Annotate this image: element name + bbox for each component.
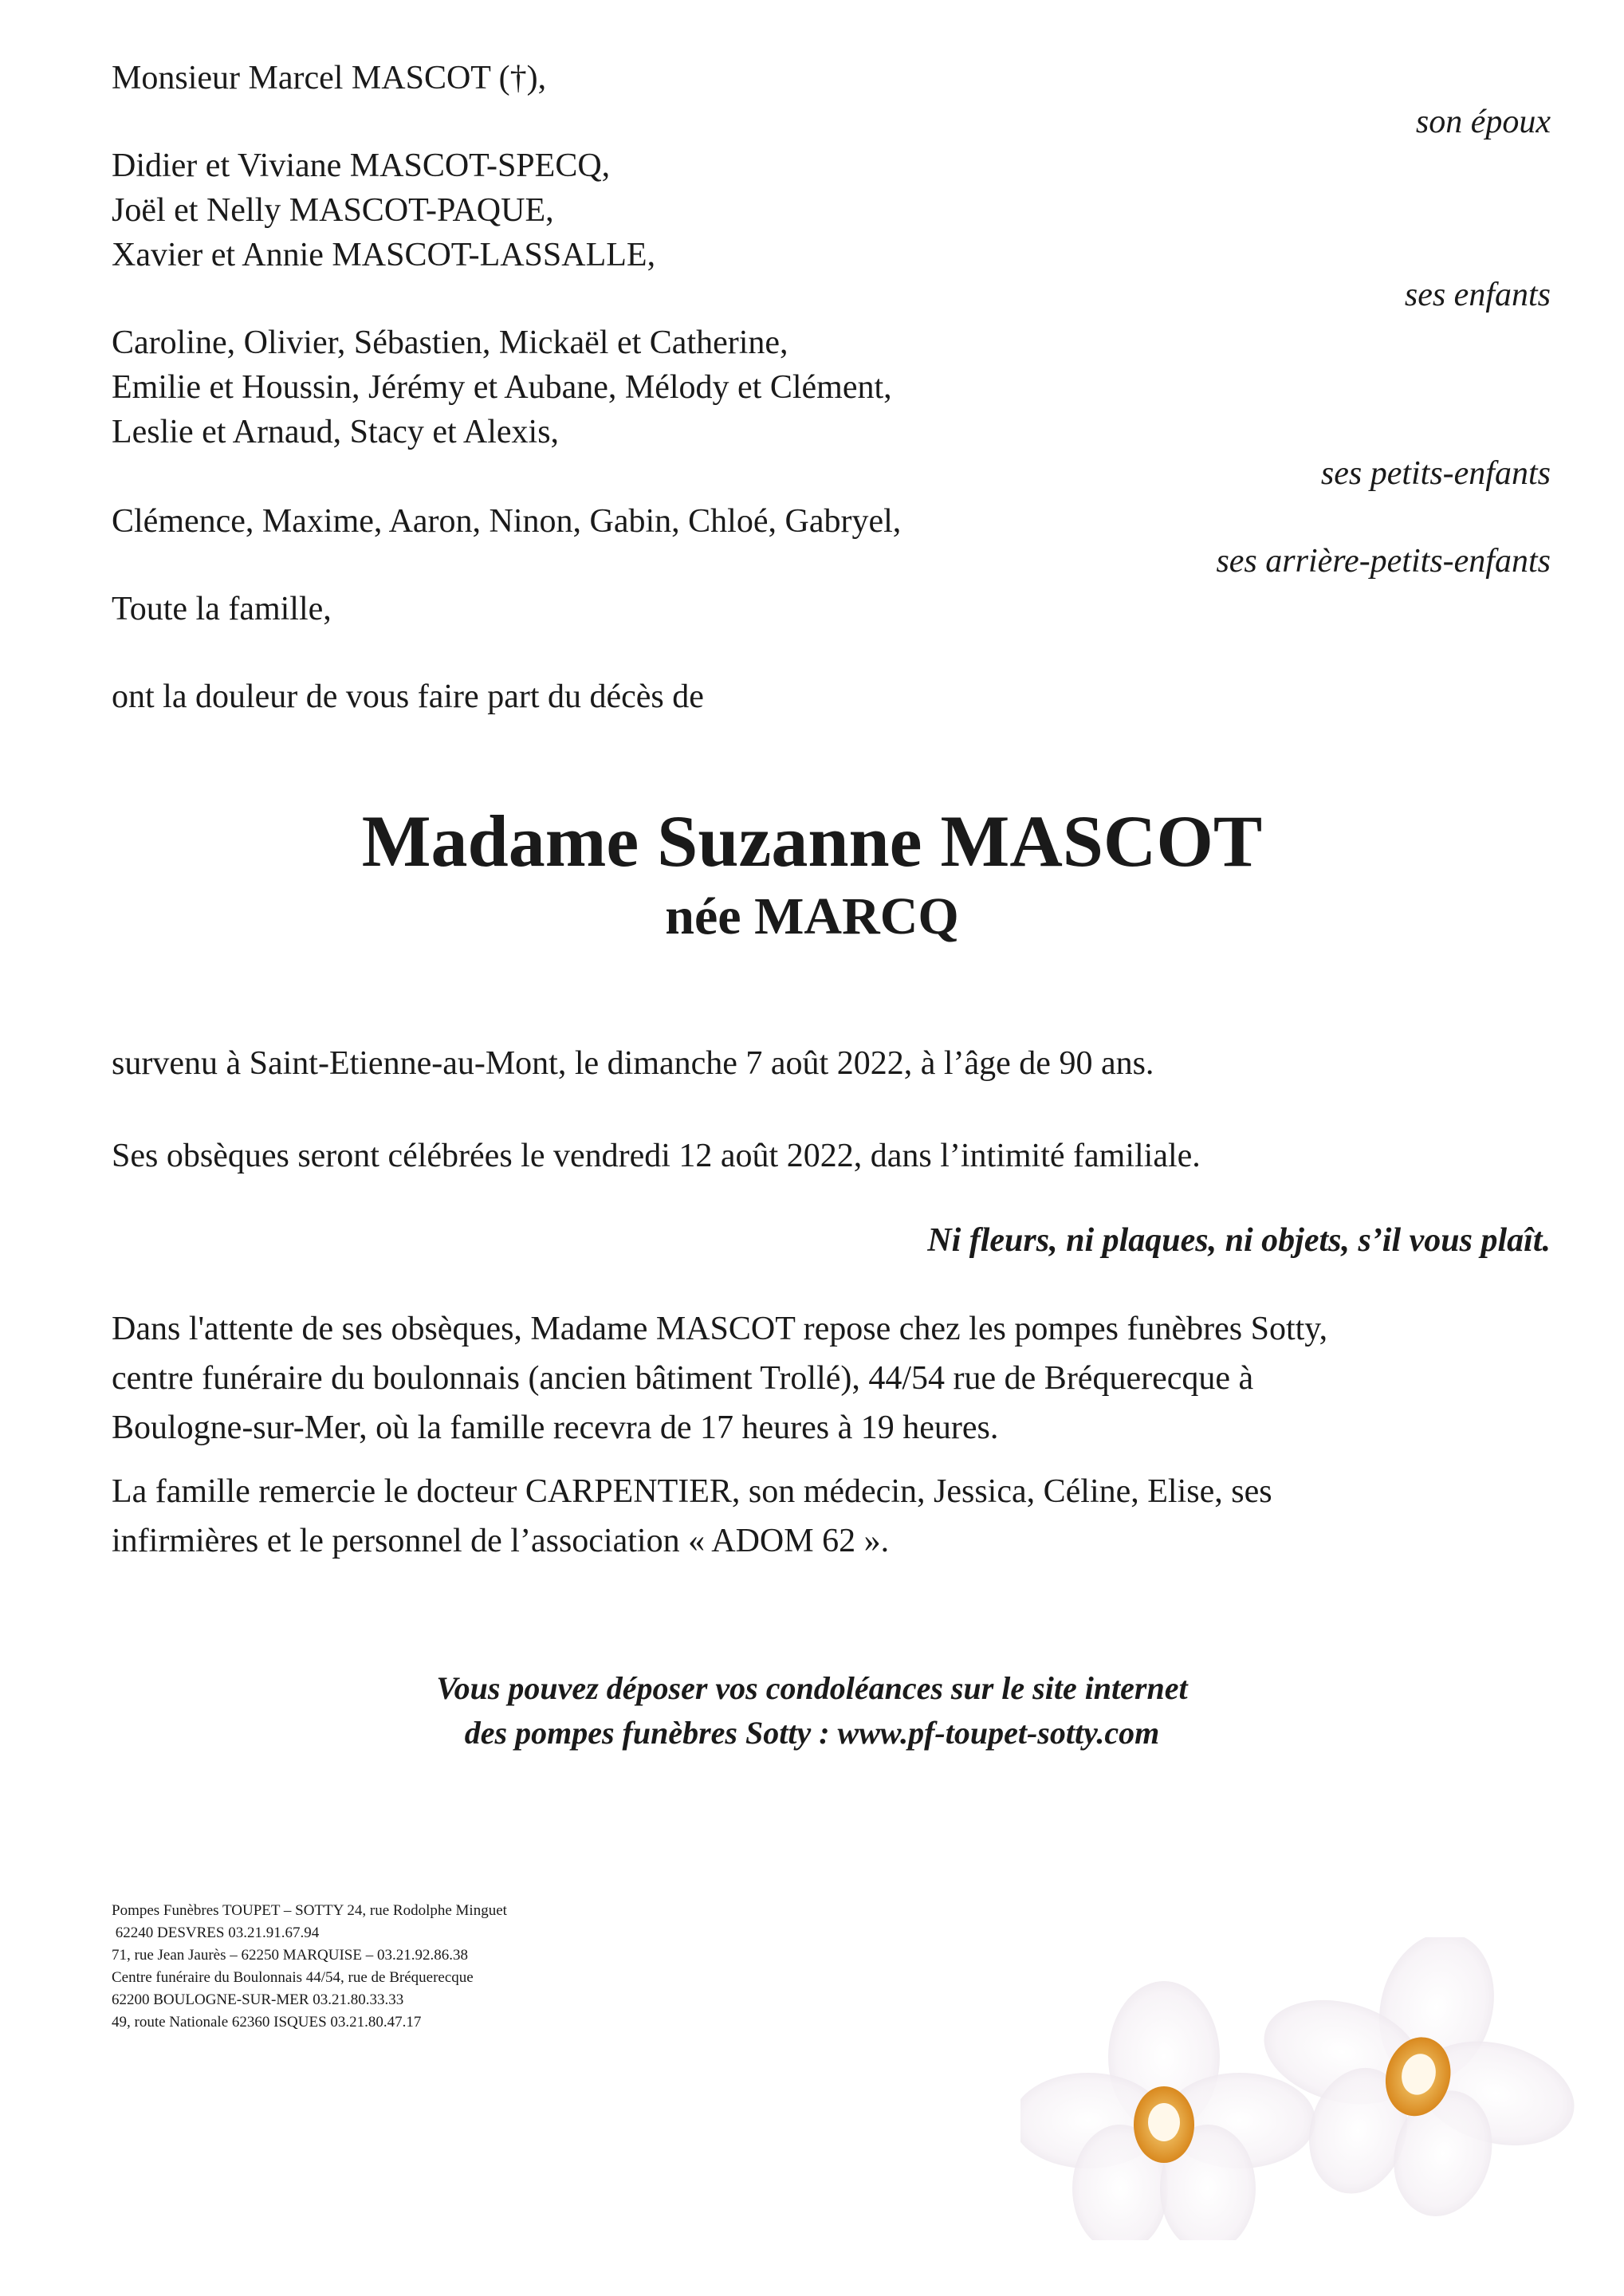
husband-relation: son époux — [1415, 104, 1551, 140]
orchid-flowers-image — [1020, 1937, 1595, 2240]
husband-line: Monsieur Marcel MASCOT (†), — [112, 60, 547, 96]
grandchild-line: Caroline, Olivier, Sébastien, Mickaël et Catherine, — [112, 324, 788, 361]
funeral-home-contacts — [112, 1900, 507, 2034]
thanks-line: La famille remercie le docteur CARPENTIER, son médecin, Jessica, Céline, Elise, ses — [112, 1473, 1272, 1510]
whole-family-line: Toute la famille, — [112, 591, 332, 627]
repose-info-line: centre funéraire du boulonnais (ancien bâtiment Trollé), 44/54 rue de Bréquerecque à — [112, 1360, 1254, 1397]
children-relation: ses enfants — [1404, 277, 1551, 313]
child-line: Xavier et Annie MASCOT-LASSALLE, — [112, 237, 656, 273]
footer-line: 49, route Nationale 62360 ISQUES 03.21.80.47.17 — [112, 2014, 422, 2031]
deceased-birth-name: née MARCQ — [665, 887, 959, 946]
footer-line: 62240 DESVRES 03.21.91.67.94 — [112, 1924, 320, 1941]
thanks-paragraph — [112, 1467, 1547, 1566]
footer-line: Centre funéraire du Boulonnais 44/54, rue de Bréquerecque — [112, 1969, 474, 1986]
death-info: survenu à Saint-Etienne-au-Mont, le dimanche 7 août 2022, à l’âge de 90 ans. — [112, 1045, 1154, 1082]
grandchild-line: Leslie et Arnaud, Stacy et Alexis, — [112, 414, 560, 450]
great-grandchildren-line: Clémence, Maxime, Aaron, Ninon, Gabin, Chloé, Gabryel, — [112, 503, 902, 540]
condolence-line: des pompes funèbres Sotty : www.pf-toupet-sotty.com — [464, 1715, 1160, 1751]
footer-line: 71, rue Jean Jaurès – 62250 MARQUISE – 03.21.92.86.38 — [112, 1947, 468, 1964]
thanks-line: infirmières et le personnel de l’association « ADOM 62 ». — [112, 1523, 890, 1559]
no-flowers-request: Ni fleurs, ni plaques, ni objets, s’il vous plaît. — [927, 1222, 1551, 1259]
funeral-info: Ses obsèques seront célébrées le vendredi 12 août 2022, dans l’intimité familiale. — [112, 1138, 1201, 1174]
repose-info-line: Dans l'attente de ses obsèques, Madame MASCOT repose chez les pompes funèbres Sotty, — [112, 1311, 1328, 1347]
footer-line: Pompes Funèbres TOUPET – SOTTY 24, rue Rodolphe Minguet — [112, 1902, 507, 1919]
child-line: Didier et Viviane MASCOT-SPECQ, — [112, 147, 611, 184]
repose-info-paragraph — [112, 1304, 1547, 1453]
great-grandchildren-relation: ses arrière-petits-enfants — [1216, 543, 1551, 580]
repose-info-line: Boulogne-sur-Mer, où la famille recevra de 17 heures à 19 heures. — [112, 1409, 999, 1446]
condolence-line: Vous pouvez déposer vos condoléances sur le site internet — [436, 1670, 1188, 1706]
footer-line: 62200 BOULOGNE-SUR-MER 03.21.80.33.33 — [112, 1991, 404, 2008]
announcement-line: ont la douleur de vous faire part du décès de — [112, 678, 704, 715]
deceased-name: Madame Suzanne MASCOT — [361, 800, 1263, 882]
grandchildren-relation: ses petits-enfants — [1320, 455, 1551, 492]
child-line: Joël et Nelly MASCOT-PAQUE, — [112, 192, 554, 229]
grandchild-line: Emilie et Houssin, Jérémy et Aubane, Mélody et Clément, — [112, 369, 892, 406]
